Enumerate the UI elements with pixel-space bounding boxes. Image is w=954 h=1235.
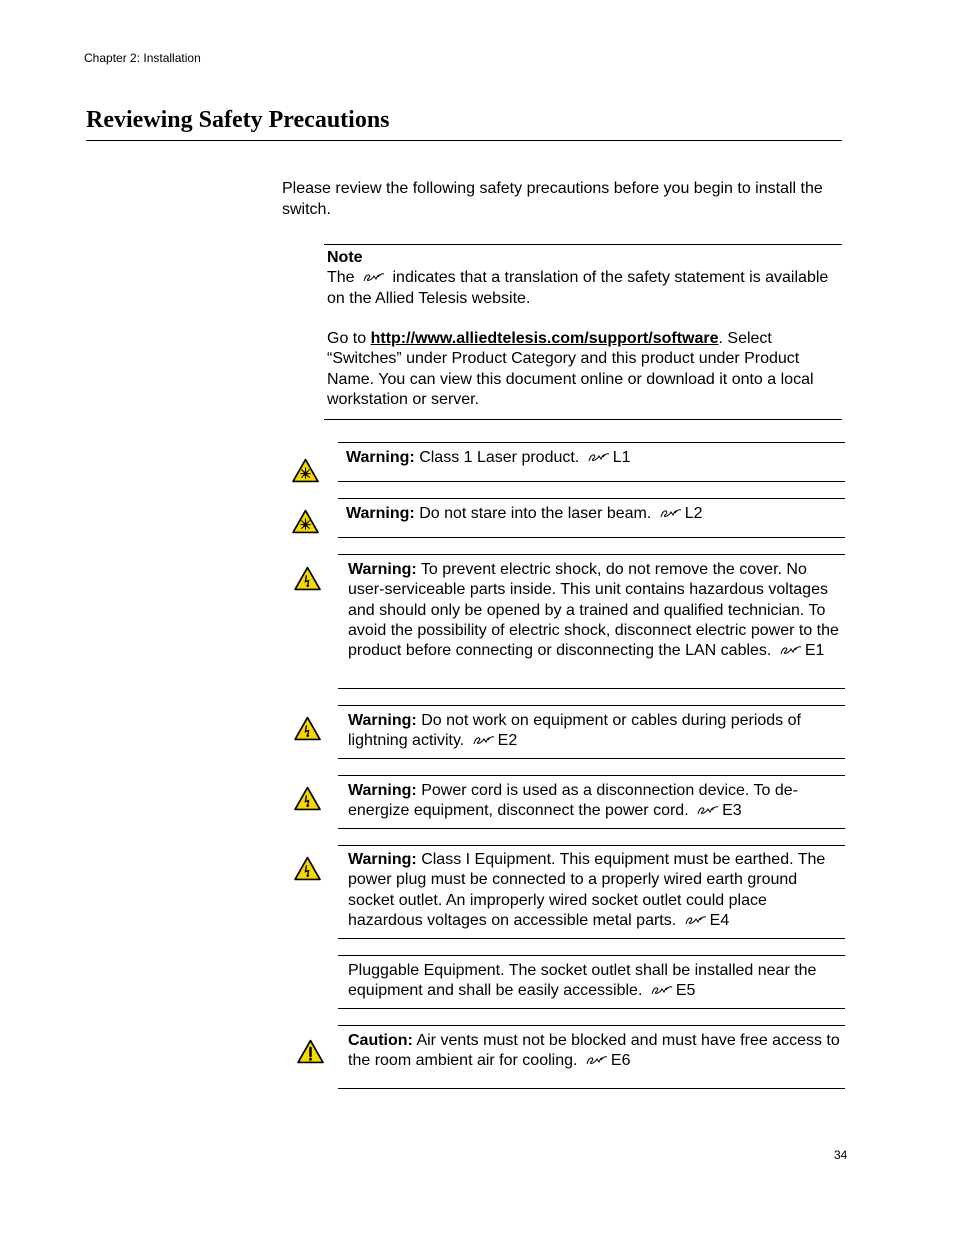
note-text [327, 268, 842, 309]
warning-text: To prevent electric shock, do not remove the cover. No user-serviceable parts inside. This unit contains hazardous voltages and should only be opened by a trained and qualified technician. To avoid the possibility of electric shock, disconnect electric power to the product before connecting or disconnecting the LAN cables. [348, 561, 839, 660]
warning-label: Warning: [346, 505, 415, 522]
note-label: Note [327, 249, 363, 266]
note-goto-prefix: Go to [327, 330, 367, 348]
statement-block [338, 955, 845, 1009]
warning-code: L1 [612, 449, 631, 466]
translation-icon [696, 804, 720, 816]
note-goto-text [327, 329, 842, 410]
translation-icon [585, 1054, 609, 1066]
support-link[interactable]: http://www.alliedtelesis.com/support/software [370, 330, 719, 348]
warning-label: Warning: [348, 712, 417, 729]
translation-icon [650, 984, 674, 996]
warning-code: E4 [709, 911, 730, 929]
translation-icon [587, 451, 611, 463]
warning-text: Do not stare into the laser beam. [419, 505, 652, 522]
warning-block [338, 845, 845, 939]
intro-paragraph: Please review the following safety precautions before you begin to install the switch. [282, 180, 823, 218]
warning-code: E3 [722, 802, 742, 820]
caution-text: Air vents must not be blocked and must have free access to the room ambient air for cooling. [348, 1032, 840, 1070]
page-number: 34 [834, 1148, 848, 1162]
laser-icon [292, 458, 319, 483]
translation-icon [472, 734, 496, 746]
electrical-hazard-icon [294, 856, 321, 881]
translation-icon [659, 507, 683, 519]
warning-code: E1 [804, 642, 825, 660]
caution-label: Caution: [348, 1032, 413, 1049]
warning-label: Warning: [348, 851, 417, 868]
statement-code: E5 [675, 982, 696, 1000]
note-line1-prefix: The [327, 269, 355, 287]
electrical-hazard-icon [294, 786, 321, 811]
warning-text: Do not work on equipment or cables during periods of lightning activity. [348, 712, 801, 750]
laser-icon [292, 509, 319, 534]
caution-code: E6 [610, 1052, 631, 1070]
warning-label: Warning: [348, 782, 417, 799]
note-line1-suffix: indicates that a translation of the safety statement is available on the Allied Telesis website. [327, 269, 829, 307]
warning-code: E2 [497, 732, 518, 750]
warning-label: Warning: [346, 449, 415, 466]
statement-text: Pluggable Equipment. The socket outlet shall be installed near the equipment and shall be easily accessible. [348, 962, 817, 1000]
caution-block [338, 1025, 845, 1089]
note-goto-suffix: . Select “Switches” under Product Category and this product under Product Name. You can view this document online or download it onto a local workstation or server. [327, 330, 814, 409]
note-box [324, 244, 842, 420]
warning-text: Class 1 Laser product. [419, 449, 580, 466]
translation-icon [362, 271, 386, 283]
warning-code: L2 [684, 505, 703, 522]
electrical-hazard-icon [294, 566, 321, 591]
warning-block [338, 705, 845, 759]
caution-icon [297, 1039, 324, 1064]
warning-block [338, 775, 845, 829]
translation-icon [779, 644, 803, 656]
electrical-hazard-icon [294, 716, 321, 741]
warning-text: Power cord is used as a disconnection device. To de-energize equipment, disconnect the power cord. [348, 782, 798, 820]
warning-block [338, 554, 845, 689]
warning-block [338, 442, 845, 482]
warning-text: Class I Equipment. This equipment must be earthed. The power plug must be connected to a properly wired earth ground socket outlet. An improperly wired socket outlet could place hazardous voltages on accessible metal parts. [348, 851, 826, 929]
translation-icon [684, 914, 708, 926]
warning-label: Warning: [348, 561, 417, 578]
section-title: Reviewing Safety Precautions [86, 106, 842, 141]
warning-block [338, 498, 845, 538]
running-header: Chapter 2: Installation [84, 51, 201, 65]
